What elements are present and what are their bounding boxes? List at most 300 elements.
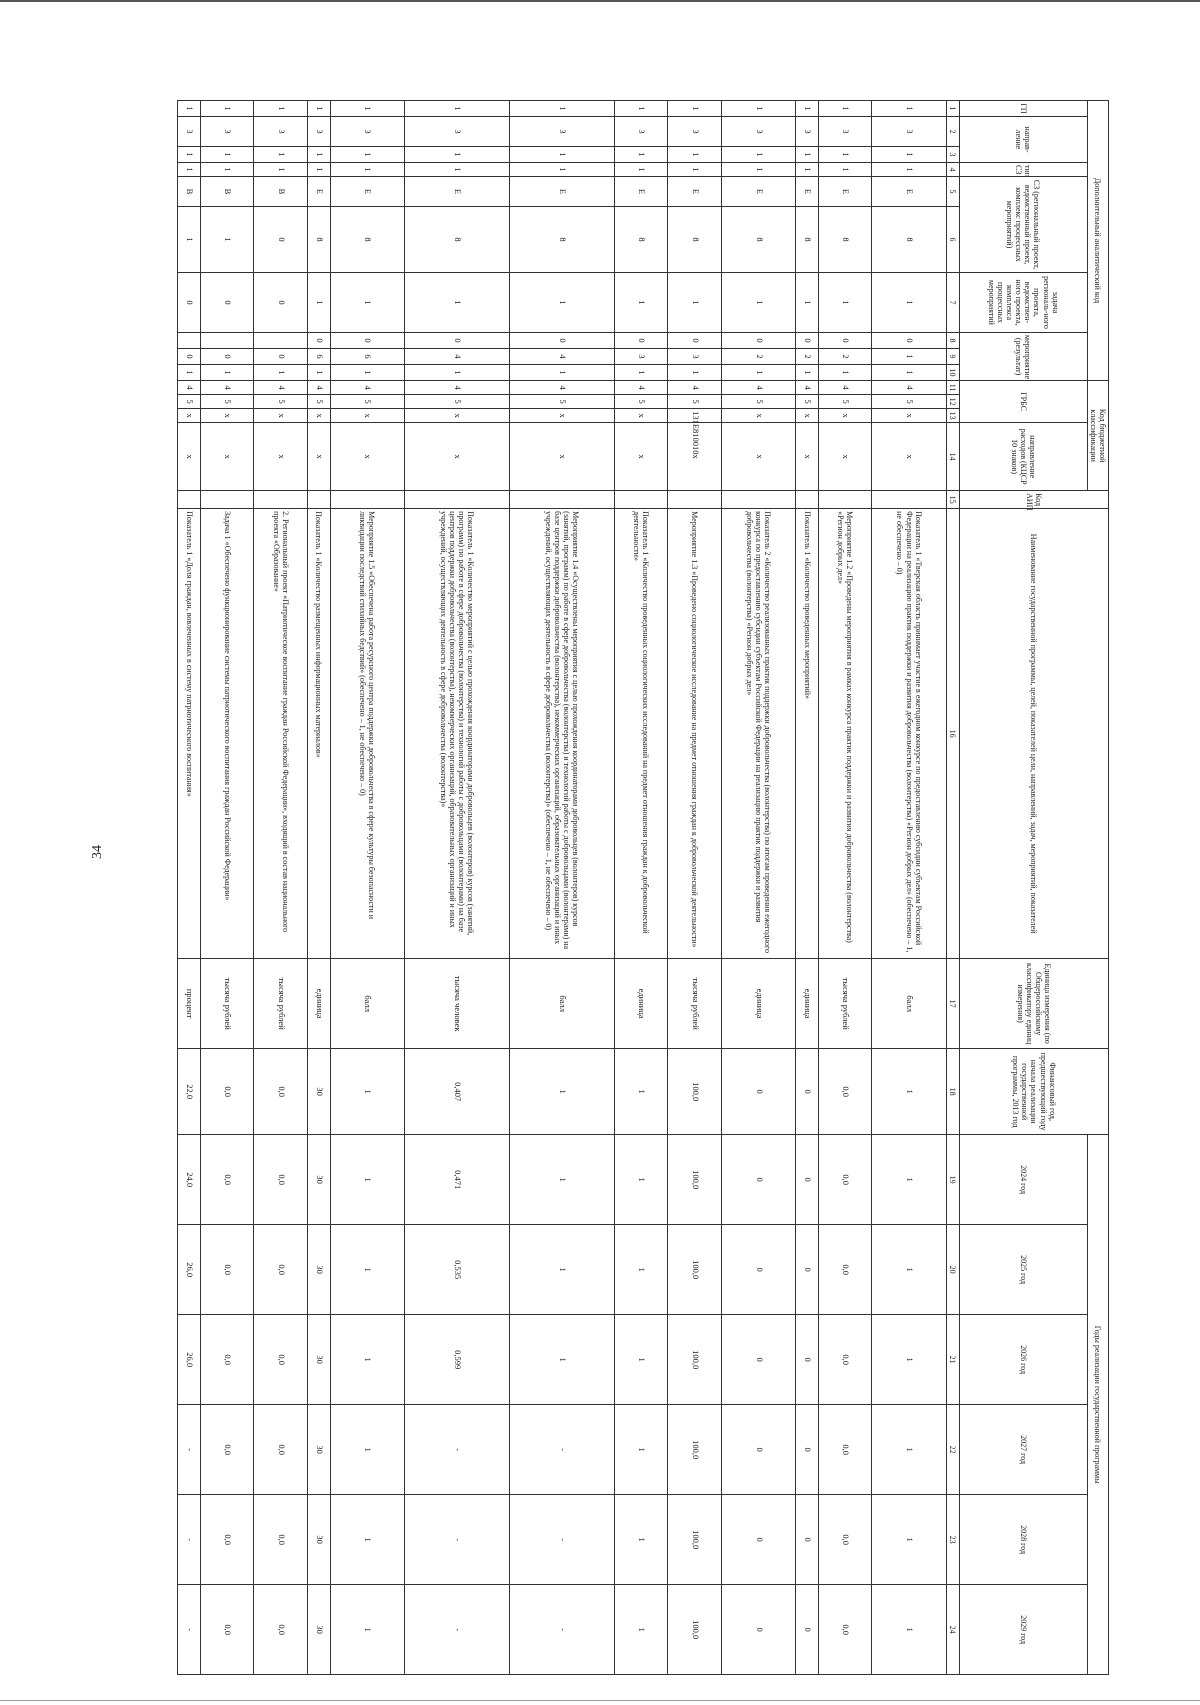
year-value: -	[178, 1495, 201, 1585]
fin-year-value: 1	[509, 1049, 614, 1135]
row-unit: тысяча рублей	[200, 959, 254, 1049]
fin-year-value: 100,0	[668, 1049, 722, 1135]
year-value: -	[404, 1585, 509, 1675]
code-cell: 1	[872, 101, 946, 117]
code-cell: 1	[404, 163, 509, 177]
table-row	[404, 101, 509, 1675]
year-value: 30	[307, 1315, 330, 1405]
code-cell: 3	[404, 117, 509, 147]
row-name: 2. Региональный проект «Патриотическое воспитание граждан Российской Федерации», входящий в состав национального проекта «Образование»	[254, 509, 308, 959]
code-cell: 0	[614, 333, 668, 349]
year-value: 100,0	[668, 1405, 722, 1495]
year-value: -	[509, 1585, 614, 1675]
header-task: задача региональ-ного проекта, ведомствен-ного проекта, комплекса процессных мероприятий	[959, 273, 1087, 333]
code-cell: 1	[722, 273, 796, 333]
code-cell: 1	[614, 163, 668, 177]
code-cell: х	[404, 409, 509, 423]
fin-year-value: 0	[796, 1049, 819, 1135]
code-cell: 3	[330, 117, 404, 147]
row-unit: единица	[614, 959, 668, 1049]
column-number: 23	[946, 1495, 959, 1585]
code-cell: 1	[796, 147, 819, 163]
code-cell: 1	[818, 273, 872, 333]
code-cell: 5	[178, 395, 201, 409]
table-row	[307, 101, 330, 1675]
year-value: 0	[722, 1225, 796, 1315]
table-row	[668, 101, 722, 1675]
column-number: 6	[946, 207, 959, 273]
row-name: Показатель 1 «Количество размещенных информационных материалов»	[307, 509, 330, 959]
year-value: 0	[796, 1315, 819, 1405]
code-cell: 1	[200, 147, 254, 163]
row-name: Показатель 1 «Тверская область принимает участие в ежегодном конкурсе по предоставлению субсидии субъектам Российской Федерации на реализацию практик поддержки и развития добровольчества (волонтерства) «Регион добрых дел» (обеспечено – 1, не обеспечено – 0)	[872, 509, 946, 959]
code-cell: 1	[818, 147, 872, 163]
column-number: 2	[946, 117, 959, 147]
code-cell	[200, 491, 254, 509]
scan-edge-line	[0, 1700, 1200, 1701]
code-cell: 3	[668, 349, 722, 365]
code-cell: х	[330, 409, 404, 423]
code-cell: х	[722, 423, 796, 491]
row-name: Мероприятие 1.5 «Обеспечена работа ресурсного центра поддержки добровольчества в сфере культуры безопасности и ликвидации последствий стихийных бедствий» (обеспечено – 1, не обеспечено – 0)	[330, 509, 404, 959]
code-cell: 1	[178, 147, 201, 163]
fin-year-value: 0	[722, 1049, 796, 1135]
code-cell: 1	[872, 349, 946, 365]
code-cell: х	[872, 423, 946, 491]
code-cell: 4	[404, 349, 509, 365]
year-value: 100,0	[668, 1585, 722, 1675]
code-cell: 3	[614, 117, 668, 147]
year-value: 0,0	[818, 1495, 872, 1585]
code-cell: 0	[254, 273, 308, 333]
code-cell: 1	[509, 101, 614, 117]
code-cell: 1	[818, 365, 872, 381]
row-name: Мероприятие 1.3 «Проведено социологическое исследование на предмет отношения граждан к добровольческой деятельности»	[668, 509, 722, 959]
code-cell: 1	[200, 365, 254, 381]
fin-year-value: 1	[330, 1049, 404, 1135]
column-number: 15	[946, 491, 959, 509]
year-value: 100,0	[668, 1315, 722, 1405]
code-cell: 5	[254, 395, 308, 409]
code-cell: 1	[722, 147, 796, 163]
code-cell: 5	[330, 395, 404, 409]
year-value: 100,0	[668, 1135, 722, 1225]
header-year: 2028 год	[959, 1495, 1087, 1585]
code-cell: х	[614, 409, 668, 423]
year-value: 100,0	[668, 1225, 722, 1315]
code-cell: х	[307, 423, 330, 491]
row-unit: балл	[872, 959, 946, 1049]
year-value: 0,535	[404, 1225, 509, 1315]
code-cell: 5	[509, 395, 614, 409]
column-number: 20	[946, 1225, 959, 1315]
column-number: 21	[946, 1315, 959, 1405]
table-row	[200, 101, 254, 1675]
header-gp: ГП	[959, 101, 1087, 117]
row-unit: балл	[509, 959, 614, 1049]
code-cell: 2	[722, 349, 796, 365]
header-sz: СЗ (региональный проект, ведомственный проект, комплекс процессных мероприятий)	[959, 177, 1087, 273]
code-cell: 1	[330, 273, 404, 333]
code-cell: 3	[200, 117, 254, 147]
code-cell: х	[404, 423, 509, 491]
year-value: 26,0	[178, 1225, 201, 1315]
year-value: 1	[330, 1135, 404, 1225]
code-cell: 1	[307, 365, 330, 381]
fin-year-value: 1	[872, 1049, 946, 1135]
year-value: 26,0	[178, 1315, 201, 1405]
header-year: 2024 год	[959, 1135, 1087, 1225]
column-number: 14	[946, 423, 959, 491]
code-cell: 5	[872, 395, 946, 409]
year-value: 0	[722, 1585, 796, 1675]
table-row	[509, 101, 614, 1675]
year-value: 1	[872, 1225, 946, 1315]
table-body	[178, 101, 947, 1675]
year-value: 1	[614, 1495, 668, 1585]
code-cell: 1	[200, 207, 254, 273]
code-cell: х	[178, 409, 201, 423]
year-value: 0,0	[200, 1135, 254, 1225]
code-cell: 1	[178, 207, 201, 273]
row-name: Мероприятие 1.2 «Проведены мероприятия в рамках конкурса практик поддержки и развития добровольчества (волонтерства) «Регион добрых дел»	[818, 509, 872, 959]
code-cell: 4	[254, 381, 308, 395]
table-row	[614, 101, 668, 1675]
code-cell: 1	[200, 163, 254, 177]
year-value: 0	[722, 1405, 796, 1495]
table-row	[254, 101, 308, 1675]
column-number: 19	[946, 1135, 959, 1225]
year-value: 0	[722, 1315, 796, 1405]
code-cell: 1	[668, 273, 722, 333]
year-value: 30	[307, 1135, 330, 1225]
column-number: 22	[946, 1405, 959, 1495]
fin-year-value: 0,0	[818, 1049, 872, 1135]
code-cell: 0	[254, 207, 308, 273]
code-cell: 1	[307, 101, 330, 117]
code-cell	[818, 491, 872, 509]
code-cell: 4	[509, 349, 614, 365]
year-value: 0,0	[254, 1225, 308, 1315]
code-cell: 3	[254, 117, 308, 147]
code-cell: 0	[404, 333, 509, 349]
row-unit: тысяча рублей	[818, 959, 872, 1049]
code-cell: х	[509, 409, 614, 423]
code-cell: 1	[404, 273, 509, 333]
code-cell: 1	[668, 101, 722, 117]
code-cell: 1	[509, 163, 614, 177]
year-value: 0,0	[818, 1225, 872, 1315]
row-unit: тысяча рублей	[668, 959, 722, 1049]
year-value: 0,599	[404, 1315, 509, 1405]
code-cell: 1	[307, 273, 330, 333]
table-row	[178, 101, 201, 1675]
column-number: 12	[946, 395, 959, 409]
header-year: 2029 год	[959, 1585, 1087, 1675]
code-cell: 8	[307, 207, 330, 273]
fin-year-value: 22,0	[178, 1049, 201, 1135]
year-value: 0,0	[818, 1135, 872, 1225]
year-value: 0	[796, 1135, 819, 1225]
code-cell: х	[330, 423, 404, 491]
code-cell: 3	[796, 117, 819, 147]
code-cell: Е	[509, 177, 614, 207]
row-name: Задача 1 «Обеспечено функционирование системы патриотического воспитания граждан Российской Федерации»	[200, 509, 254, 959]
code-cell: 2	[796, 349, 819, 365]
code-cell: х	[307, 409, 330, 423]
code-cell	[307, 491, 330, 509]
code-cell: 0	[330, 333, 404, 349]
year-value: 0,471	[404, 1135, 509, 1225]
code-cell: 0	[796, 333, 819, 349]
code-cell: 0	[872, 333, 946, 349]
header-name: Наименование государственной программы, целей, показателей цели, направлений, задач, мероприятий, показателей	[959, 509, 1108, 959]
code-cell: 0	[818, 333, 872, 349]
code-cell: 131Е810010	[668, 409, 722, 423]
code-cell: 1	[178, 101, 201, 117]
year-value: 1	[614, 1585, 668, 1675]
code-cell: 5	[668, 395, 722, 409]
code-cell: 3	[614, 349, 668, 365]
code-cell	[404, 491, 509, 509]
year-value: 1	[330, 1315, 404, 1405]
code-cell: 3	[722, 117, 796, 147]
code-cell: 5	[796, 395, 819, 409]
code-cell: 4	[796, 381, 819, 395]
code-cell: 1	[509, 147, 614, 163]
code-cell: 4	[330, 381, 404, 395]
column-number: 10	[946, 365, 959, 381]
year-value: 1	[330, 1585, 404, 1675]
code-cell: 1	[722, 365, 796, 381]
fin-year-value: 30	[307, 1049, 330, 1135]
code-cell: 4	[614, 381, 668, 395]
column-number: 9	[946, 349, 959, 365]
row-name: Показатель 2 «Количество реализованных практик поддержки добровольчества (волонтерства) по итогам проведения ежегодного конкурса по предоставлению субсидии субъектам Российской Федерации на реализацию практик поддержки и развития добровольчества (волонтерства) «Регион добрых дел»	[722, 509, 796, 959]
code-cell: 8	[509, 207, 614, 273]
code-cell: 4	[307, 381, 330, 395]
code-cell: Е	[668, 177, 722, 207]
code-cell: 8	[668, 207, 722, 273]
fin-year-value: 1	[614, 1049, 668, 1135]
column-number: 7	[946, 273, 959, 333]
year-value: 100,0	[668, 1495, 722, 1585]
year-value: 1	[872, 1135, 946, 1225]
year-value: 1	[330, 1225, 404, 1315]
fin-year-value: 0,0	[200, 1049, 254, 1135]
year-value: 30	[307, 1405, 330, 1495]
year-value: 0	[722, 1135, 796, 1225]
code-cell: 1	[614, 147, 668, 163]
code-cell: 1	[330, 163, 404, 177]
fin-year-value: 0,407	[404, 1049, 509, 1135]
code-cell: 4	[818, 381, 872, 395]
code-cell: 1	[254, 365, 308, 381]
year-value: 1	[872, 1495, 946, 1585]
row-name: Показатель 1 «Количество мероприятий с целью прохождения координаторами добровольцев (волонтеров) курсов (занятий, программ) по работе в сфере добровольчества (волонтерства) и технологий работы с добровольцами (волонтерами) на базе центров поддержки добровольчества (волонтерства), некоммерческих организаций, образовательных организаций и иных учреждений, осуществляющих деятельность в сфере добровольчества (волонтерства)»	[404, 509, 509, 959]
row-name: Показатель 1 «Количество проведенных мероприятий»	[796, 509, 819, 959]
row-name: Мероприятие 1.4 «Осуществлены мероприятия с целью прохождения координаторами добровольцев (волонтеров) курсов (занятий, программ) по работе в сфере добровольчества (волонтерства) и технологий работы с добровольцами (волонтерами) на базе центров поддержки добровольчества (волонтерства), некоммерческих организаций, образовательных организаций и иных учреждений, осуществляющих деятельность в сфере добровольчества (волонтерства)» (обеспечено – 1, не обеспечено – 0)	[509, 509, 614, 959]
year-value: 1	[872, 1585, 946, 1675]
code-cell: 4	[722, 381, 796, 395]
header-sz-type: тип СЗ	[959, 163, 1087, 177]
year-value: 0,0	[200, 1495, 254, 1585]
code-cell: 0	[722, 333, 796, 349]
code-cell: 3	[818, 117, 872, 147]
header-year: 2026 год	[959, 1315, 1087, 1405]
code-cell	[254, 491, 308, 509]
column-number: 18	[946, 1049, 959, 1135]
scan-edge-line	[0, 0, 1200, 2]
code-cell: Е	[872, 177, 946, 207]
code-cell: 4	[509, 381, 614, 395]
table-row	[796, 101, 819, 1675]
year-value: 1	[330, 1405, 404, 1495]
code-cell: х	[668, 423, 722, 491]
code-cell: х	[722, 409, 796, 423]
code-cell: 1	[872, 365, 946, 381]
year-value: 1	[614, 1135, 668, 1225]
header-expense: направление расходов (КЦСР 10 знаков)	[959, 423, 1087, 491]
year-value: 0,0	[254, 1405, 308, 1495]
year-value: -	[509, 1495, 614, 1585]
year-value: 30	[307, 1495, 330, 1585]
header-years-group: Годы реализации государственной программы	[1087, 1135, 1108, 1675]
code-cell: 1	[404, 147, 509, 163]
year-value: 1	[614, 1405, 668, 1495]
header-direction: направ-ление	[959, 117, 1087, 163]
header-aip-code: Код АИП	[959, 491, 1108, 509]
code-cell: 0	[307, 333, 330, 349]
code-cell: 1	[668, 365, 722, 381]
column-number: 11	[946, 381, 959, 395]
column-number: 5	[946, 177, 959, 207]
column-number: 1	[946, 101, 959, 117]
column-number: 3	[946, 147, 959, 163]
code-cell: 8	[722, 207, 796, 273]
code-cell: 1	[818, 163, 872, 177]
column-number: 16	[946, 509, 959, 959]
code-cell: 1	[307, 163, 330, 177]
code-cell: 1	[668, 163, 722, 177]
code-cell: х	[254, 423, 308, 491]
code-cell: 8	[404, 207, 509, 273]
code-cell: В	[178, 177, 201, 207]
code-cell: 4	[404, 381, 509, 395]
code-cell: 1	[796, 365, 819, 381]
code-cell: 0	[178, 273, 201, 333]
code-cell: 0	[254, 349, 308, 365]
code-cell: 8	[818, 207, 872, 273]
year-value: 1	[872, 1315, 946, 1405]
code-cell: Е	[330, 177, 404, 207]
code-cell: 0	[200, 273, 254, 333]
year-value: 0,0	[254, 1585, 308, 1675]
code-cell: В	[254, 177, 308, 207]
year-value: 1	[509, 1315, 614, 1405]
row-unit: единица	[307, 959, 330, 1049]
code-cell: 4	[668, 381, 722, 395]
code-cell: 5	[722, 395, 796, 409]
code-cell: 6	[330, 349, 404, 365]
code-cell: 1	[722, 163, 796, 177]
code-cell: Е	[818, 177, 872, 207]
table-row	[818, 101, 872, 1675]
year-value: 1	[509, 1135, 614, 1225]
code-cell: 1	[330, 101, 404, 117]
code-cell: 1	[722, 101, 796, 117]
code-cell: 1	[330, 147, 404, 163]
code-cell: 3	[178, 117, 201, 147]
year-value: 0	[722, 1495, 796, 1585]
code-cell: 0	[668, 333, 722, 349]
year-value: 0	[796, 1585, 819, 1675]
code-cell: 3	[668, 117, 722, 147]
header-year: 2027 год	[959, 1405, 1087, 1495]
code-cell: 0	[200, 349, 254, 365]
code-cell: 1	[254, 147, 308, 163]
code-cell: 1	[509, 273, 614, 333]
year-value: 0	[796, 1495, 819, 1585]
row-name: Показатель 1 «Доля граждан, вовлеченных в систему патриотического воспитания»	[178, 509, 201, 959]
year-value: 24,0	[178, 1135, 201, 1225]
code-cell: 1	[668, 147, 722, 163]
page-number: 34	[90, 845, 105, 859]
code-cell: 8	[614, 207, 668, 273]
code-cell: Е	[307, 177, 330, 207]
code-cell: х	[254, 409, 308, 423]
column-number: 24	[946, 1585, 959, 1675]
code-cell: 1	[200, 101, 254, 117]
code-cell: х	[818, 409, 872, 423]
code-cell: 5	[614, 395, 668, 409]
year-value: 0,0	[200, 1315, 254, 1405]
year-value: 0,0	[254, 1135, 308, 1225]
code-cell	[614, 491, 668, 509]
column-number: 8	[946, 333, 959, 349]
year-value: 0,0	[818, 1585, 872, 1675]
year-value: 0,0	[200, 1405, 254, 1495]
code-cell: 8	[872, 207, 946, 273]
code-cell: 4	[872, 381, 946, 395]
row-unit: балл	[330, 959, 404, 1049]
year-value: 1	[614, 1315, 668, 1405]
row-unit: единица	[722, 959, 796, 1049]
year-value: 0,0	[818, 1405, 872, 1495]
code-cell	[178, 491, 201, 509]
code-cell: 1	[178, 163, 201, 177]
header-unit: Единица измерения (по Общероссийскому классификатору единиц измерения)	[959, 959, 1108, 1049]
code-cell: 1	[872, 163, 946, 177]
header-grbs: ГРБС	[959, 381, 1087, 423]
code-cell: 1	[404, 365, 509, 381]
year-value: 0	[796, 1225, 819, 1315]
code-cell: х	[818, 423, 872, 491]
header-event: мероприятие (результат)	[959, 333, 1087, 381]
code-cell: 1	[796, 163, 819, 177]
code-cell: 1	[307, 147, 330, 163]
header-year: 2025 год	[959, 1225, 1087, 1315]
code-cell: 1	[796, 273, 819, 333]
year-value: 0	[796, 1405, 819, 1495]
code-cell: Е	[404, 177, 509, 207]
code-cell: 6	[307, 349, 330, 365]
row-unit: единица	[796, 959, 819, 1049]
table-row	[872, 101, 946, 1675]
year-value: -	[404, 1405, 509, 1495]
table-row	[330, 101, 404, 1675]
code-cell: 4	[200, 381, 254, 395]
